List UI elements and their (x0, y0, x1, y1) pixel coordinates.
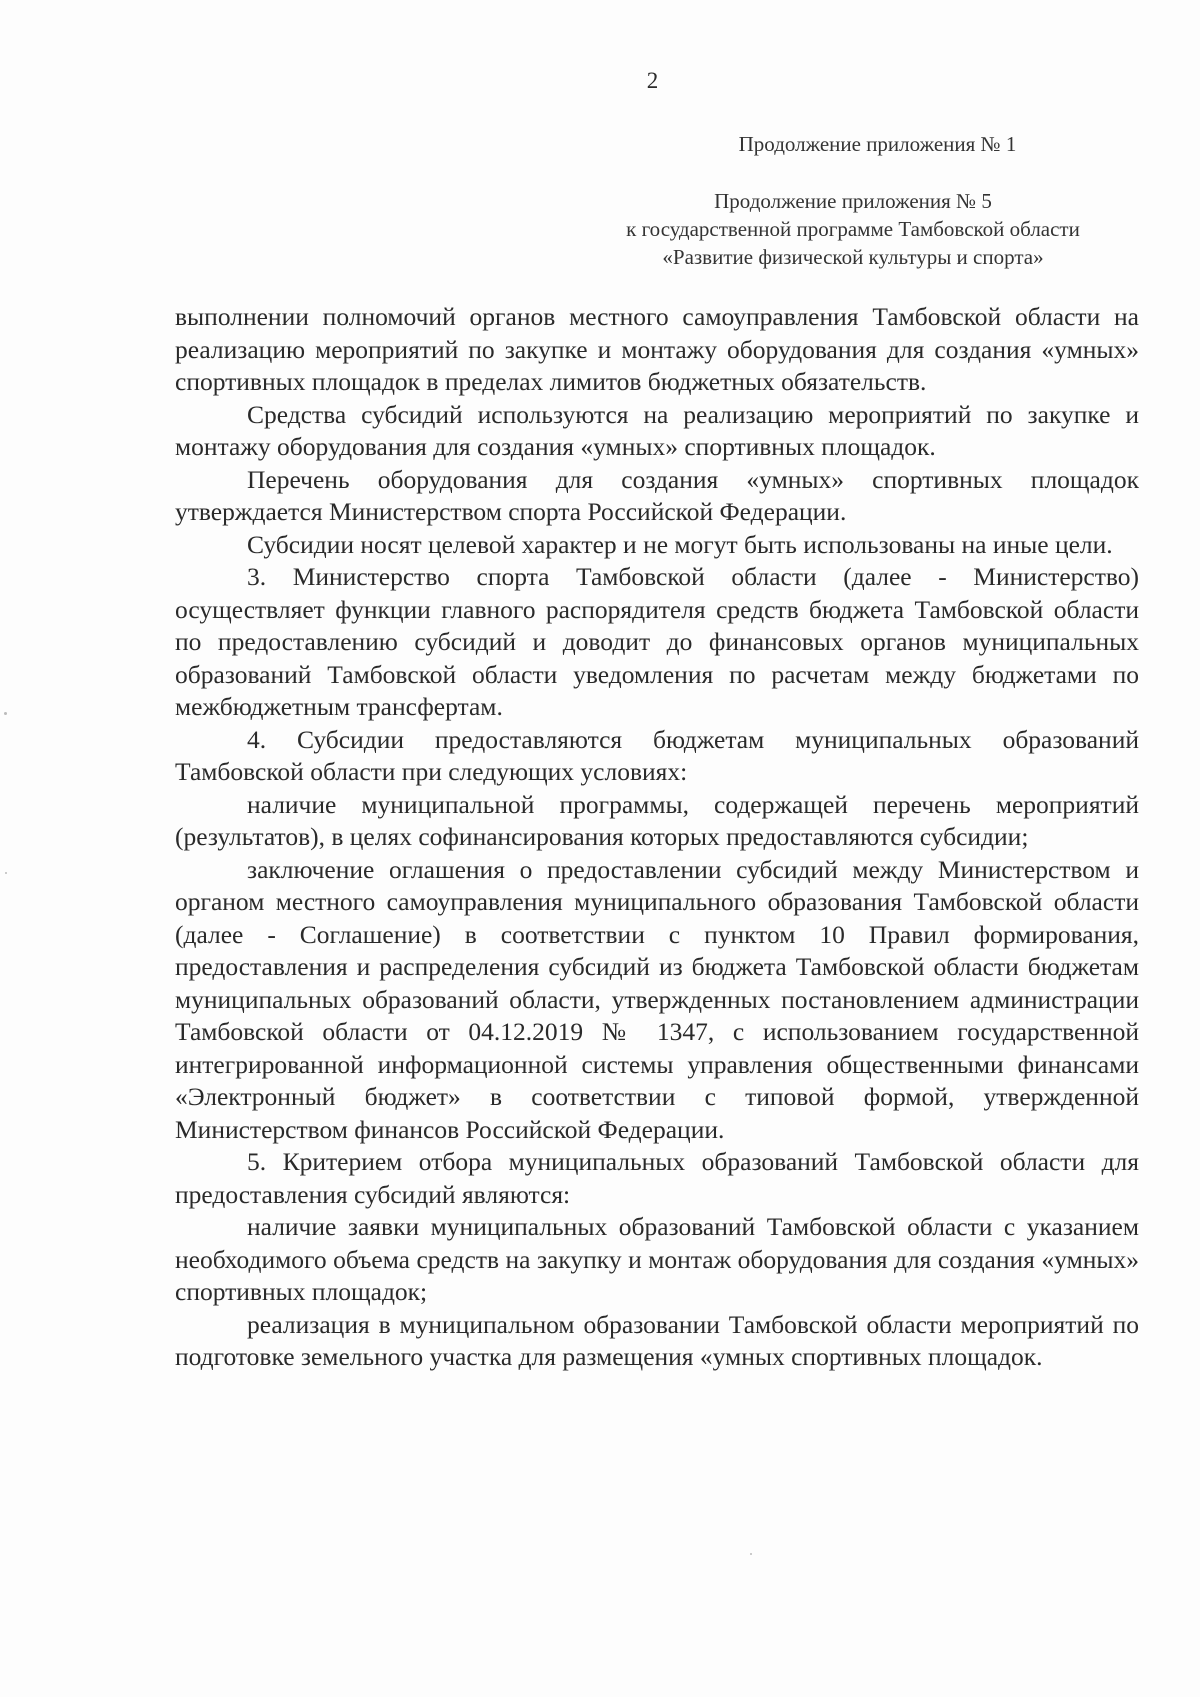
paragraph-item-4: 4. Субсидии предоставляются бюджетам муниципальных образований Тамбовской области при следующих условиях: (175, 724, 1139, 786)
scan-speck (4, 712, 7, 715)
page-number: 2 (646, 68, 659, 93)
paragraph-item-3: 3. Министерство спорта Тамбовской области (далее - Министерство) осуществляет функции главного распорядителя средств бюджета Тамбовской области по предоставлению субсидий и доводит до финансовых органов муниципальных образований Тамбовской области уведомления по расчетам между бюджетами по межбюджетным трансфертам. (175, 562, 1139, 721)
annex-continuation-5 (570, 187, 1136, 271)
annex-continuation-1: Продолжение приложения № 1 (738, 132, 1017, 156)
paragraph-continuation: выполнении полномочий органов местного самоуправления Тамбовской области на реализацию мероприятий по закупке и монтажу оборудования для создания «умных» спортивных площадок в пределах лимитов бюджетных обязательств. (175, 302, 1139, 396)
document-body (175, 301, 1139, 1374)
paragraph-criterion-application: наличие заявки муниципальных образований Тамбовской области с указанием необходимого объема средств на закупку и монтаж оборудования для создания «умных» спортивных площадок; (175, 1212, 1139, 1306)
annex-5-line-2: к государственной программе Тамбовской области (626, 217, 1080, 241)
paragraph-target-purpose: Субсидии носят целевой характер и не могут быть использованы на иные цели. (247, 529, 1113, 559)
paragraph-subsidy-use: Средства субсидий используются на реализацию мероприятий по закупке и монтажу оборудования для создания «умных» спортивных площадок. (175, 399, 1139, 461)
paragraph-condition-agreement: заключение оглашения о предоставлении субсидий между Министерством и органом местного самоуправления муниципального образования Тамбовской области (далее - Соглашение) в соответствии с пунктом 10 Правил формирования, предоставления и распределения субсидий из бюджета Тамбовской области бюджетам муниципальных образований области, утвержденных постановлением администрации Тамбовской области от 04.12.2019 № 1347, с использованием государственной интегрированной информационной системы управления общественными финансами «Электронный бюджет» в соответствии с типовой формой, утвержденной Министерством финансов Российской Федерации. (175, 854, 1139, 1144)
paragraph-equipment-list: Перечень оборудования для создания «умных» спортивных площадок утверждается Министерством спорта Российской Федерации. (175, 464, 1139, 526)
paragraph-criterion-land: реализация в муниципальном образовании Тамбовской области мероприятий по подготовке земельного участка для размещения «умных спортивных площадок. (175, 1309, 1139, 1371)
annex-5-line-1: Продолжение приложения № 5 (714, 189, 992, 213)
scan-speck (5, 872, 7, 874)
annex-5-line-3: «Развитие физической культуры и спорта» (662, 245, 1044, 269)
paragraph-condition-program: наличие муниципальной программы, содержащей перечень мероприятий (результатов), в целях софинансирования которых предоставляются субсидии; (175, 789, 1139, 851)
scan-speck (750, 1553, 752, 1555)
paragraph-item-5: 5. Критерием отбора муниципальных образований Тамбовской области для предоставления субсидий являются: (175, 1147, 1139, 1209)
